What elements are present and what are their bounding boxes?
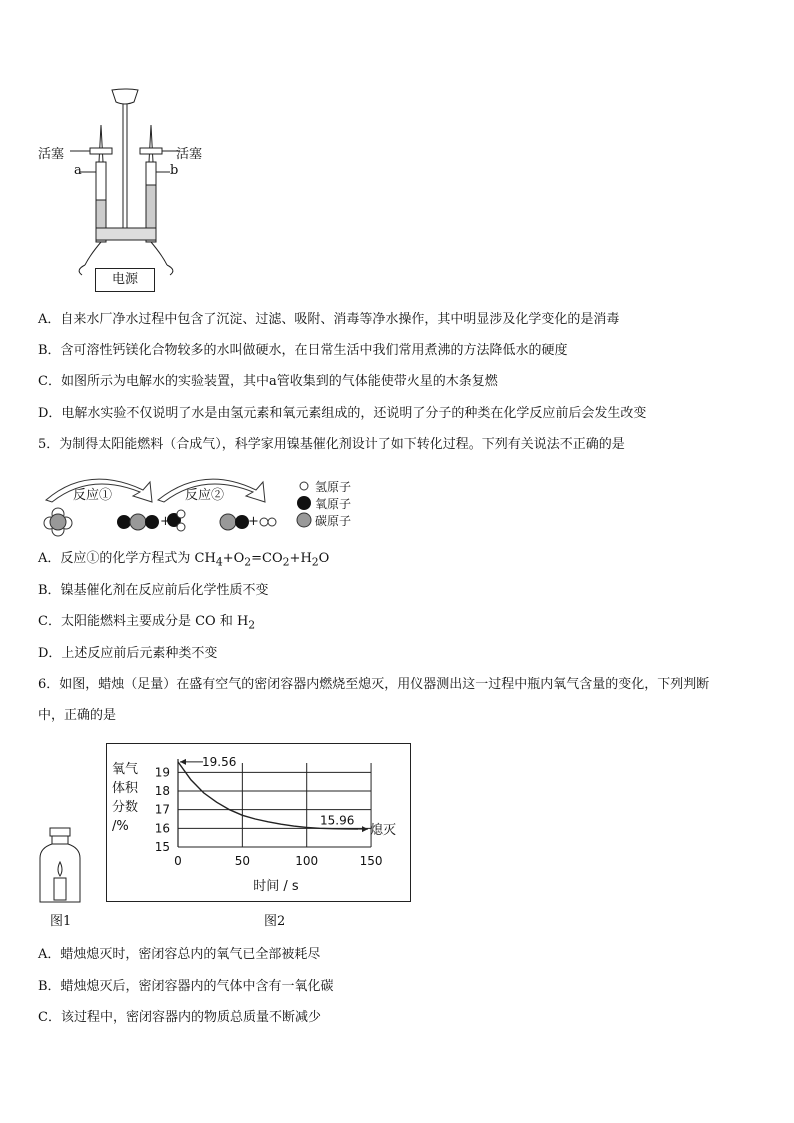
electrolysis-figure <box>30 80 230 300</box>
y-tick-label: 19 <box>154 765 170 780</box>
annotation-arrowhead-start <box>180 759 186 765</box>
tube-a-label: a <box>74 163 82 178</box>
plus-sign-1: + <box>160 514 171 529</box>
y-axis-label-line: 分数 <box>112 800 139 815</box>
annotation-start-value: 19.56 <box>202 754 237 769</box>
q4-option-a: A．自来水厂净水过程中包含了沉淀、过滤、吸附、消毒等净水操作，其中明显涉及化学变化的是消毒 <box>38 312 620 327</box>
oxygen-chart <box>106 743 409 900</box>
legend-hydrogen: 氢原子 <box>315 480 352 494</box>
q5-option-b: B．镍基催化剂在反应前后化学性质不变 <box>38 583 269 598</box>
reaction1-label: 反应① <box>73 488 113 503</box>
y-tick-label: 18 <box>154 784 170 798</box>
q4-option-b: B．含可溶性钙镁化合物较多的水叫做硬水，在日常生活中我们常用煮沸的方法降低水的硬度 <box>38 343 568 358</box>
valve-right-label: 活塞 <box>176 147 203 162</box>
electrolysis-apparatus-drawing <box>30 80 230 300</box>
x-tick-label: 150 <box>359 854 383 868</box>
x-tick-label: 50 <box>234 854 250 868</box>
q4-option-d: D．电解水实验不仅说明了水是由氢元素和氧元素组成的，还说明了分子的种类在化学反应前后会发生改变 <box>38 406 647 421</box>
y-tick-label: 15 <box>154 840 170 854</box>
fig1-caption: 图1 <box>50 914 72 929</box>
q5-option-d: D．上述反应前后元素种类不变 <box>38 646 218 661</box>
q5-option-a: A．反应①的化学方程式为 $CH_4+O_2=CO_2+H_2O$ <box>38 551 330 569</box>
power-supply-label: 电源 <box>95 268 155 292</box>
q4-option-c: C．如图所示为电解水的实验装置，其中a管收集到的气体能使带火星的木条复燃 <box>38 374 498 389</box>
y-axis-label-line: 体积 <box>112 781 139 796</box>
annotation-extinguished: 熄灭 <box>370 823 397 839</box>
q6-stem-line2: 中，正确的是 <box>38 708 117 723</box>
q6-option-c: C．该过程中，密闭容器内的物质总质量不断减少 <box>38 1010 321 1025</box>
q6-option-b: B．蜡烛熄灭后，密闭容器内的气体中含有一氧化碳 <box>38 979 334 994</box>
tube-b-label: b <box>170 163 179 178</box>
candle-bottle-figure <box>36 826 86 906</box>
y-tick-label: 17 <box>154 802 170 817</box>
valve-left-label: 活塞 <box>38 147 65 162</box>
x-tick-label: 100 <box>295 854 319 868</box>
reaction2-label: 反应② <box>185 488 225 503</box>
legend-carbon: 碳原子 <box>315 514 352 528</box>
plus-sign-2: + <box>248 514 259 529</box>
fig2-caption: 图2 <box>264 914 286 929</box>
q6-option-a: A．蜡烛熄灭时，密闭容总内的氧气已全部被耗尽 <box>38 947 321 962</box>
y-axis-label-line: 氧气 <box>112 762 139 777</box>
candle-bottle-icon <box>36 826 86 906</box>
x-axis-label: 时间 / s <box>253 879 299 894</box>
q6-stem-line1: 6．如图，蜡烛（足量）在盛有空气的密闭容器内燃烧至熄灭，用仪器测出这一过程中瓶内氧气含量的变化，下列判断 <box>38 677 710 692</box>
q5-option-c: C．太阳能燃料主要成分是 CO 和 $H_2$ <box>38 614 256 632</box>
legend-oxygen: 氧原子 <box>315 497 352 511</box>
y-tick-label: 16 <box>154 821 170 836</box>
annotation-end-value: 15.96 <box>320 813 355 828</box>
q5-stem: 5．为制得太阳能燃料（合成气），科学家用镍基催化剂设计了如下转化过程。下列有关说法不正确的是 <box>38 437 625 452</box>
y-axis-label-line: /% <box>112 819 129 834</box>
annotation-arrowhead-end <box>362 826 368 832</box>
x-tick-label: 0 <box>174 854 182 868</box>
